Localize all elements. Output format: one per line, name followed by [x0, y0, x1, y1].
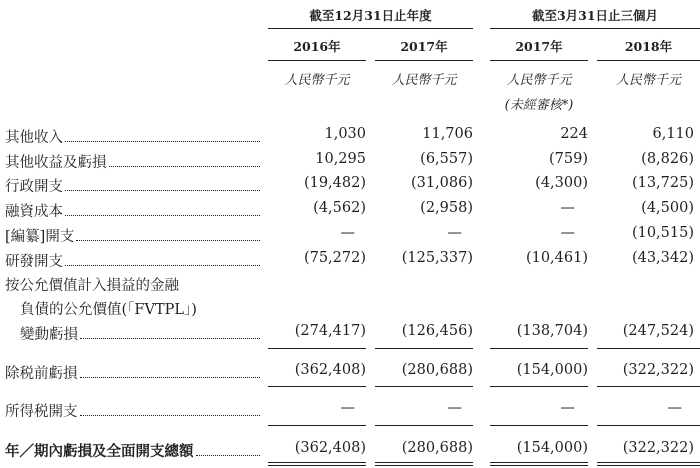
subtotal-rule	[490, 348, 588, 349]
cell-value: (126,456)	[401, 323, 473, 339]
cell-value: (6,557)	[420, 151, 473, 167]
cell-value: —	[667, 400, 682, 416]
column-header-year: 2017年	[515, 39, 563, 54]
column-rule	[597, 60, 700, 61]
column-unit: 人民幣千元	[506, 73, 572, 88]
group-rule	[490, 28, 700, 29]
cell-value: 11,706	[422, 126, 473, 142]
unaudited-note: (未經審核*)	[504, 98, 574, 113]
cell-value: (154,000)	[516, 362, 588, 378]
column-header-year: 2018年	[624, 39, 673, 54]
cell-value: (322,322)	[622, 362, 694, 378]
subtotal-rule	[268, 348, 366, 349]
row-label-finance-costs: 融資成本	[5, 200, 260, 221]
subtotal-rule	[490, 386, 588, 387]
cell-value: (10,515)	[631, 225, 694, 241]
subtotal-rule	[375, 386, 473, 387]
cell-value: (31,086)	[410, 175, 473, 191]
cell-value: (362,408)	[294, 362, 366, 378]
total-double-rule	[375, 462, 473, 463]
cell-value: (4,500)	[641, 200, 694, 216]
cell-value: (13,725)	[631, 175, 694, 191]
cell-value: (75,272)	[303, 250, 366, 266]
cell-value: (2,958)	[420, 200, 473, 216]
cell-value: (759)	[549, 151, 588, 167]
subtotal-rule	[597, 425, 700, 426]
cell-value: (8,826)	[641, 151, 694, 167]
cell-value: (138,704)	[516, 323, 588, 339]
group-rule	[268, 28, 473, 29]
cell-value: 10,295	[315, 151, 366, 167]
group-header-year-ended: 截至12月31日止年度	[309, 8, 432, 23]
cell-value: 1,030	[324, 126, 366, 142]
cell-value: —	[447, 225, 462, 241]
total-double-rule	[597, 465, 700, 466]
cell-value: (280,688)	[401, 440, 473, 456]
total-double-rule	[490, 462, 588, 463]
cell-value: (322,322)	[622, 440, 694, 456]
cell-value: —	[560, 225, 575, 241]
subtotal-rule	[375, 425, 473, 426]
total-double-rule	[268, 462, 366, 463]
cell-value: (274,417)	[294, 323, 366, 339]
total-double-rule	[375, 465, 473, 466]
subtotal-rule	[597, 386, 700, 387]
column-unit: 人民幣千元	[284, 73, 350, 88]
cell-value: —	[340, 400, 355, 416]
cell-value: (19,482)	[303, 175, 366, 191]
cell-value: —	[560, 400, 575, 416]
cell-value: (10,461)	[525, 250, 588, 266]
cell-value: —	[560, 200, 575, 216]
column-unit: 人民幣千元	[391, 73, 457, 88]
subtotal-rule	[597, 348, 700, 349]
column-header-year: 2016年	[293, 39, 341, 54]
subtotal-rule	[268, 386, 366, 387]
group-header-three-months: 截至3月31日止三個月	[531, 8, 659, 23]
total-double-rule	[490, 465, 588, 466]
cell-value: (154,000)	[516, 440, 588, 456]
column-rule	[490, 60, 588, 61]
total-double-rule	[268, 465, 366, 466]
row-label-fvtpl-line3: 變動虧損	[20, 323, 260, 344]
column-unit: 人民幣千元	[615, 73, 681, 88]
row-label-rnd-expenses: 研發開支	[5, 250, 260, 271]
cell-value: —	[447, 400, 462, 416]
cell-value: 224	[560, 126, 588, 142]
cell-value: (247,524)	[622, 323, 694, 339]
cell-value: —	[340, 225, 355, 241]
total-double-rule	[597, 462, 700, 463]
subtotal-rule	[375, 348, 473, 349]
row-label-redacted-expenses: [編纂]開支	[5, 225, 260, 246]
cell-value: (43,342)	[631, 250, 694, 266]
cell-value: (280,688)	[401, 362, 473, 378]
row-label-fvtpl-line2: 負債的公允價值(「FVTPL」)	[20, 302, 197, 318]
column-header-year: 2017年	[400, 39, 448, 54]
cell-value: 6,110	[652, 126, 694, 142]
row-label-fvtpl-line1: 按公允價值計入損益的金融	[5, 278, 179, 294]
cell-value: (4,300)	[535, 175, 588, 191]
row-label-loss-before-tax: 除税前虧損	[5, 362, 260, 383]
column-rule	[268, 60, 366, 61]
row-label-total-loss: 年／期內虧損及全面開支總額	[5, 440, 260, 461]
cell-value: (362,408)	[294, 440, 366, 456]
row-label-other-income: 其他收入	[5, 126, 260, 147]
subtotal-rule	[268, 425, 366, 426]
row-label-other-gains-losses: 其他收益及虧損	[5, 151, 260, 172]
cell-value: (125,337)	[401, 250, 473, 266]
row-label-admin-expenses: 行政開支	[5, 175, 260, 196]
subtotal-rule	[490, 425, 588, 426]
column-rule	[375, 60, 473, 61]
row-label-income-tax: 所得税開支	[5, 400, 260, 421]
cell-value: (4,562)	[313, 200, 366, 216]
